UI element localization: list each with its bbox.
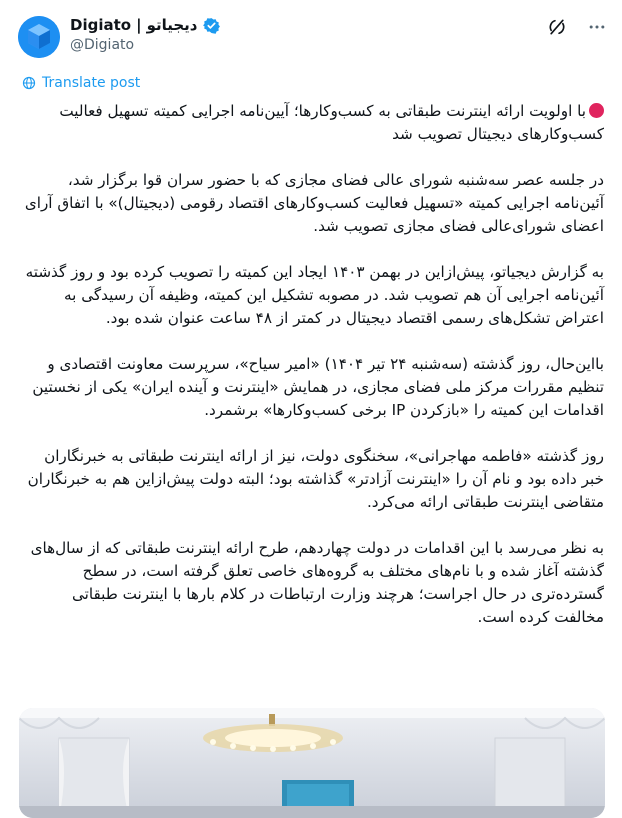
account-name-fa: دیجیاتو [146, 16, 198, 34]
account-info [70, 16, 220, 53]
post-paragraph: بااین‌حال، روز گذشته (سه‌شنبه ۲۴ تیر ۱۴۰۴) «امیر سیاح»، سرپرست معاونت اقتصادی و تنظیم مقررات مرکز ملی فضای مجازی، در همایش «اینترنت و آینده ایران» یکی از نخستین اقدامات این کمیته را «بازکردن IP برخی کسب‌وکارها» برشمرد. [32, 355, 604, 419]
verified-badge-icon [203, 17, 220, 34]
post-paragraph: در جلسه عصر سه‌شنبه شورای عالی فضای مجازی که با حضور سران قوا برگزار شد، آئین‌نامه اجرایی کمیته «تسهیل فعالیت کسب‌وکارهای اقتصاد رقومی (دیجیتال)» با اتفاق آرای اعضای شورای‌عالی فضای مجازی تصویب شد. [24, 171, 604, 235]
red-circle-icon [589, 103, 604, 118]
header-actions [546, 16, 608, 38]
translate-icon [22, 76, 36, 90]
post-headline-text: با اولویت ارائه اینترنت طبقاتی به کسب‌وکارها؛ آیین‌نامه اجرایی کمیته تسهیل فعالیت کسب‌وکارهای دیجیتال تصویب شد [59, 102, 604, 143]
post-header [18, 14, 608, 64]
account-name-en: Digiato [70, 16, 132, 34]
digiato-logo-icon [18, 16, 60, 58]
avatar[interactable] [18, 16, 60, 58]
more-icon[interactable] [586, 16, 608, 38]
name-separator: | [136, 16, 142, 34]
translate-post-link[interactable] [22, 75, 140, 91]
account-handle[interactable]: @Digiato [70, 37, 135, 53]
post-paragraph: به گزارش دیجیاتو، پیش‌ازاین در بهمن ۱۴۰۳ ایجاد این کمیته را تصویب کرده بود و روز گذشته آئین‌نامه اجرایی آن هم تصویب شد. در مصوبه تشکیل این کمیته، وظیفه آن رسیدگی به اعتراض تشکل‌های رسمی اقتصاد دیجیتال در کمتر از ۴۸ ساعت عنوان شده بود. [25, 263, 604, 327]
grok-icon[interactable] [546, 16, 568, 38]
display-name[interactable] [70, 16, 220, 34]
post-media-image[interactable] [19, 708, 605, 818]
post-text [20, 100, 604, 652]
meeting-hall-photo [19, 708, 605, 818]
translate-post-label: Translate post [42, 75, 141, 91]
post-paragraph: به نظر می‌رسد با این اقدامات در دولت چهاردهم، طرح ارائه اینترنت طبقاتی که از سال‌های گذشته آغاز شده و با نام‌های مختلف به گروه‌های خاصی تعلق گرفته است، در سطح گسترده‌تری در حال اجراست؛ هرچند وزارت ارتباطات در کلام بارها با اینترنت طبقاتی مخالفت کرده است. [30, 539, 604, 626]
post-headline [20, 100, 604, 146]
post-paragraph: روز گذشته «فاطمه مهاجرانی»، سخنگوی دولت، نیز از ارائه اینترنت طبقاتی به خبرنگاران خبر داده بود و نام آن را «اینترنت آزادتر» گذاشته بود؛ البته دولت پیش‌ازاین هم به خبرنگاران متقاضی اینترنت طبقاتی ارائه می‌کرد. [27, 447, 604, 511]
